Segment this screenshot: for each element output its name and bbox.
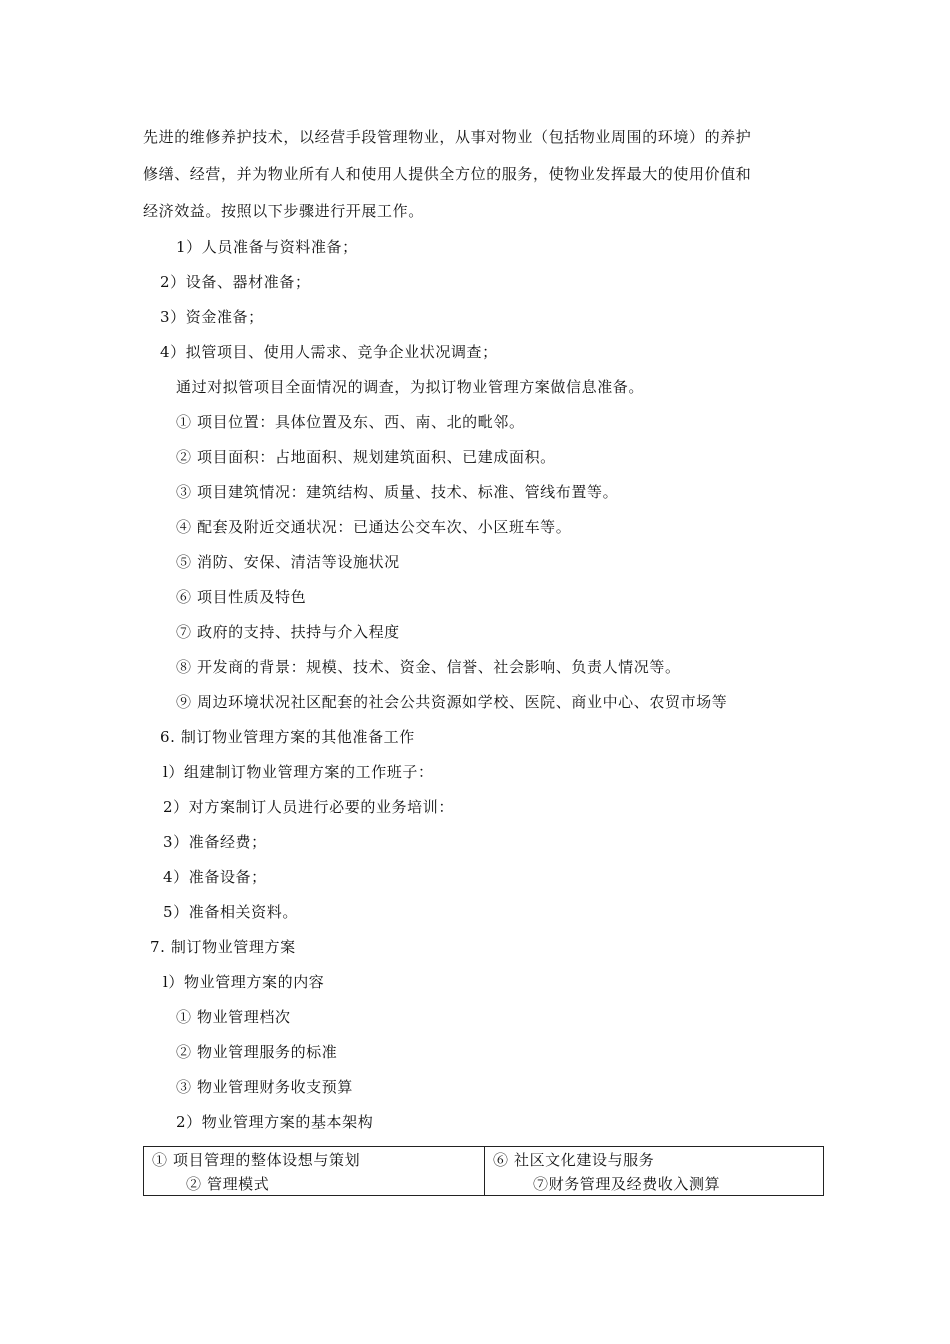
survey-item: ① 项目位置：具体位置及东、西、南、北的毗邻。 — [176, 413, 525, 431]
section-6-item: 3）准备经费； — [163, 833, 267, 851]
step-2: 2）设备、器材准备； — [160, 273, 311, 291]
table-cell-right-1: ⑥ 社区文化建设与服务 — [493, 1151, 655, 1169]
table-cell-left-1: ① 项目管理的整体设想与策划 — [152, 1151, 361, 1169]
section-7-sub1: l）物业管理方案的内容 — [163, 973, 325, 991]
step-4: 4）拟管项目、使用人需求、竞争企业状况调查； — [160, 343, 498, 361]
survey-item: ② 项目面积：占地面积、规划建筑面积、已建成面积。 — [176, 448, 556, 466]
survey-item: ④ 配套及附近交通状况：已通达公交车次、小区班车等。 — [176, 518, 572, 536]
paragraph-line-3: 经济效益。按照以下步骤进行开展工作。 — [143, 202, 424, 220]
section-6-title: 6. 制订物业管理方案的其他准备工作 — [160, 728, 415, 746]
step-1: 1）人员准备与资料准备； — [176, 238, 358, 256]
table-cell-right-2: ⑦财务管理及经费收入测算 — [533, 1175, 721, 1193]
section-7-sub2: 2）物业管理方案的基本架构 — [176, 1113, 374, 1131]
survey-item: ⑦ 政府的支持、扶持与介入程度 — [176, 623, 400, 641]
survey-item: ⑨ 周边环境状况社区配套的社会公共资源如学校、医院、商业中心、农贸市场等 — [176, 693, 728, 711]
survey-intro: 通过对拟管项目全面情况的调查，为拟订物业管理方案做信息准备。 — [176, 378, 645, 396]
section-7-sub1-item: ① 物业管理档次 — [176, 1008, 291, 1026]
step-3: 3）资金准备； — [160, 308, 264, 326]
section-6-item: l）组建制订物业管理方案的工作班子： — [163, 763, 434, 781]
section-6-item: 4）准备设备； — [163, 868, 267, 886]
section-6-item: 5）准备相关资料。 — [163, 903, 298, 921]
table-divider — [484, 1147, 485, 1195]
survey-item: ⑥ 项目性质及特色 — [176, 588, 307, 606]
section-7-sub1-item: ③ 物业管理财务收支预算 — [176, 1078, 353, 1096]
paragraph-line-1: 先进的维修养护技术，以经营手段管理物业，从事对物业（包括物业周围的环境）的养护 — [143, 128, 752, 146]
paragraph-line-2: 修缮、经营，并为物业所有人和使用人提供全方位的服务，使物业发挥最大的使用价值和 — [143, 165, 752, 183]
framework-table — [143, 1146, 824, 1196]
section-7-title: 7. 制订物业管理方案 — [150, 938, 296, 956]
survey-item: ⑧ 开发商的背景：规模、技术、资金、信誉、社会影响、负责人情况等。 — [176, 658, 681, 676]
section-7-sub1-item: ② 物业管理服务的标准 — [176, 1043, 338, 1061]
table-cell-left-2: ② 管理模式 — [186, 1175, 270, 1193]
survey-item: ③ 项目建筑情况：建筑结构、质量、技术、标准、管线布置等。 — [176, 483, 619, 501]
survey-item: ⑤ 消防、安保、清洁等设施状况 — [176, 553, 400, 571]
section-6-item: 2）对方案制订人员进行必要的业务培训： — [163, 798, 454, 816]
